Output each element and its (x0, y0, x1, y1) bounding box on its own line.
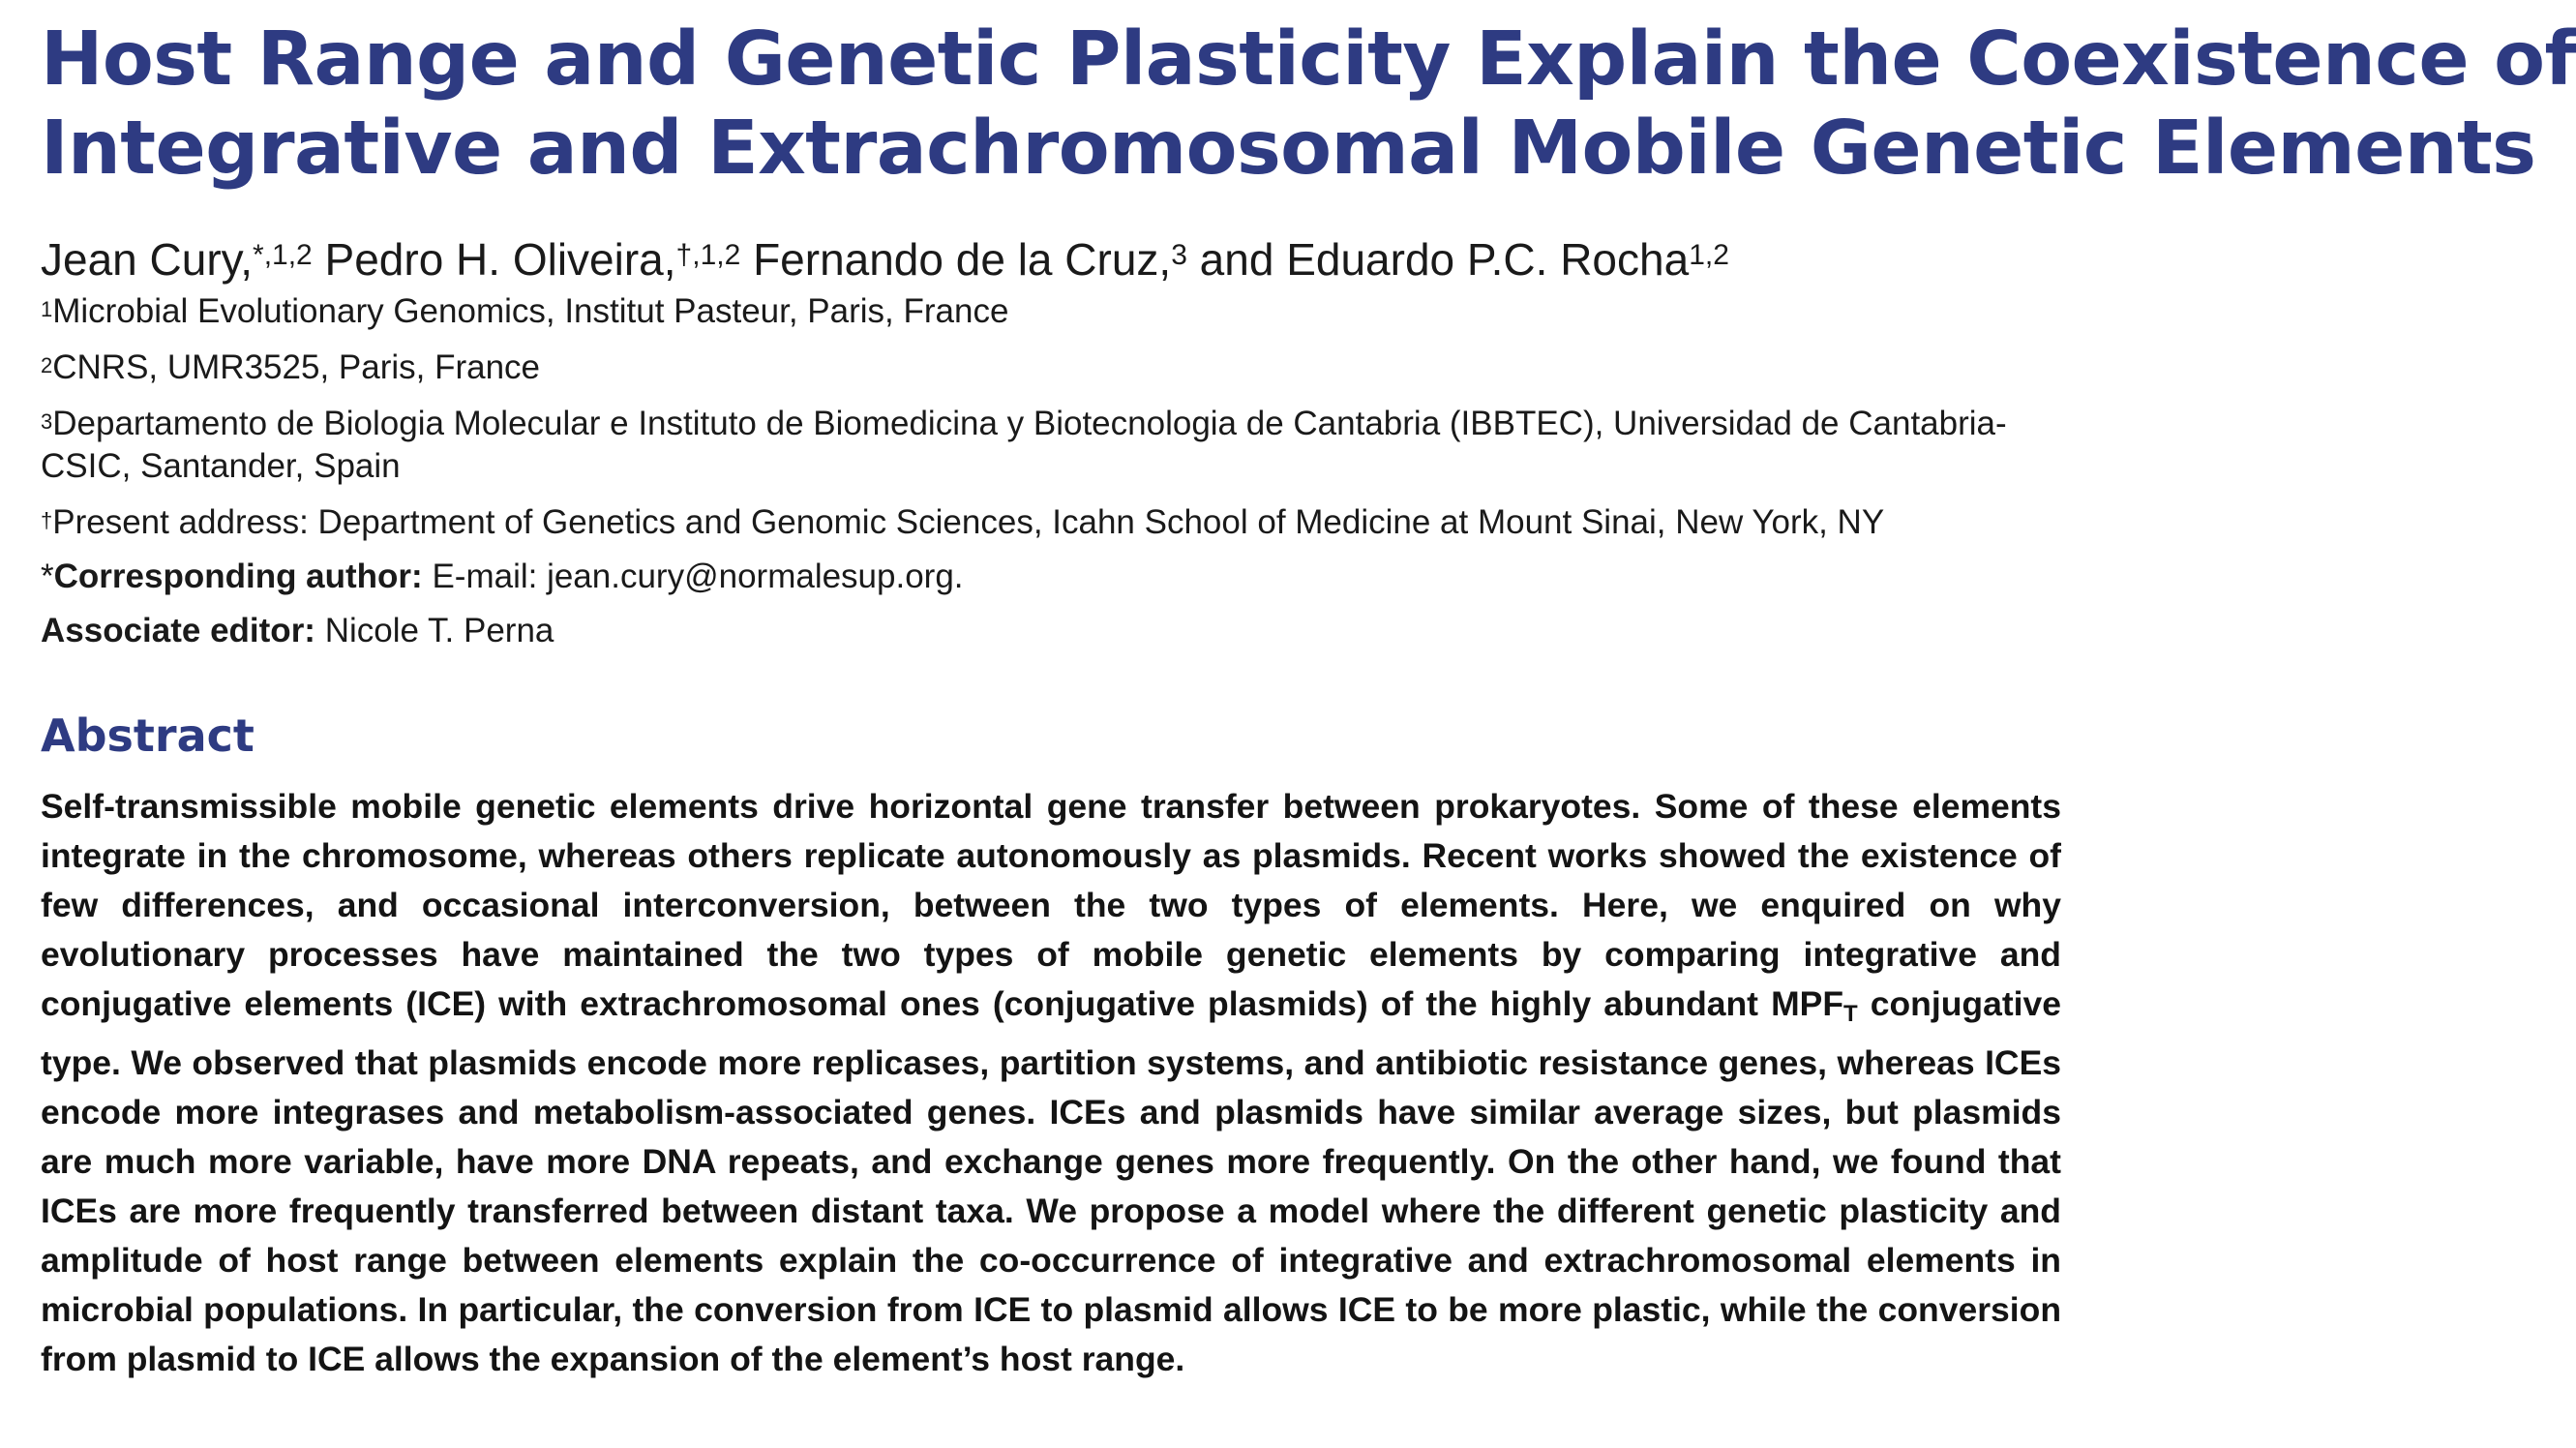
author-name: and Eduardo P.C. Rocha (1199, 234, 1690, 285)
author-affiliation-marks: 1,2 (1689, 239, 1729, 271)
affiliation-text-line-1: Departamento de Biologia Molecular e Instituto de Biomedicina y Biotecnologia de Cantabria (IBBTEC), Universidad de Cantabria- (52, 405, 2007, 442)
author-name: Jean Cury, (41, 234, 254, 285)
article-title-line-2: Integrative and Extrachromosomal Mobile Genetic Elements (41, 106, 2536, 192)
corresponding-author-email: E-mail: jean.cury@normalesup.org. (422, 558, 964, 595)
abstract-body (41, 782, 2061, 1384)
article-title (41, 0, 2576, 194)
author-affiliation-marks: 3 (1171, 239, 1187, 271)
corresponding-author (41, 556, 2063, 598)
present-address-mark: † (41, 508, 53, 532)
affiliation-2 (41, 347, 2063, 389)
article-first-page (41, 0, 2576, 1419)
author-list (41, 232, 2063, 287)
affiliation-1 (41, 290, 2063, 333)
abstract-text-part-2: conjugative type. We observed that plasmids encode more replicases, partition systems, and antibiotic resistance genes, whereas ICEs encode more integrases and metabolism-associated genes. ICEs and plasmids have similar average sizes, but plasmids are much more variable, have more DNA repeats, and exchange genes more frequently. On the other hand, we found that ICEs are more frequently transferred between distant taxa. We propose a model where the different genetic plasticity and amplitude of host range between elements explain the co-occurrence of integrative and extrachromosomal elements in microbial populations. In particular, the conversion from ICE to plasmid allows ICE to be more plastic, while the conversion from plasmid to ICE allows the expansion of the element’s host range. (41, 984, 2061, 1378)
affiliation-mark: 3 (41, 409, 53, 434)
article-title-line-1: Host Range and Genetic Plasticity Explain the Coexistence of (41, 16, 2576, 103)
affiliation-text-line-2: CSIC, Santander, Spain (41, 447, 401, 485)
associate-editor-label: Associate editor: (41, 612, 315, 649)
corresponding-author-label: Corresponding author: (53, 558, 423, 595)
present-address (41, 501, 2063, 544)
author-name: Pedro H. Oliveira, (324, 234, 676, 285)
affiliation-mark: 2 (41, 353, 53, 377)
affiliation-text: CNRS, UMR3525, Paris, France (52, 348, 541, 386)
associate-editor-name: Nicole T. Perna (315, 612, 554, 649)
affiliation-3 (41, 403, 2063, 488)
corresponding-author-mark: * (41, 558, 54, 595)
author-affiliation-marks: *,1,2 (253, 239, 313, 271)
present-address-text: Present address: Department of Genetics and Genomic Sciences, Icahn School of Medicine at Mount Sinai, New York, NY (52, 503, 1885, 541)
associate-editor (41, 610, 2063, 652)
affiliation-mark: 1 (41, 297, 53, 321)
author-affiliation-marks: †,1,2 (675, 239, 741, 271)
author-name: Fernando de la Cruz, (753, 234, 1172, 285)
affiliation-text: Microbial Evolutionary Genomics, Institut Pasteur, Paris, France (52, 292, 1009, 330)
abstract-heading: Abstract (41, 709, 255, 762)
abstract-subscript: T (1843, 1001, 1858, 1027)
abstract-text-part-1: Self-transmissible mobile genetic elements drive horizontal gene transfer between prokaryotes. Some of these elements integrate in the chromosome, whereas others replicate autonomously as plasmids. Recent works showed the existence of few differences, and occasional interconversion, between the two types of elements. Here, we enquired on why evolutionary processes have maintained the two types of mobile genetic elements by comparing integrative and conjugative elements (ICE) with extrachromosomal ones (conjugative plasmids) of the highly abundant MPF (41, 787, 2061, 1023)
